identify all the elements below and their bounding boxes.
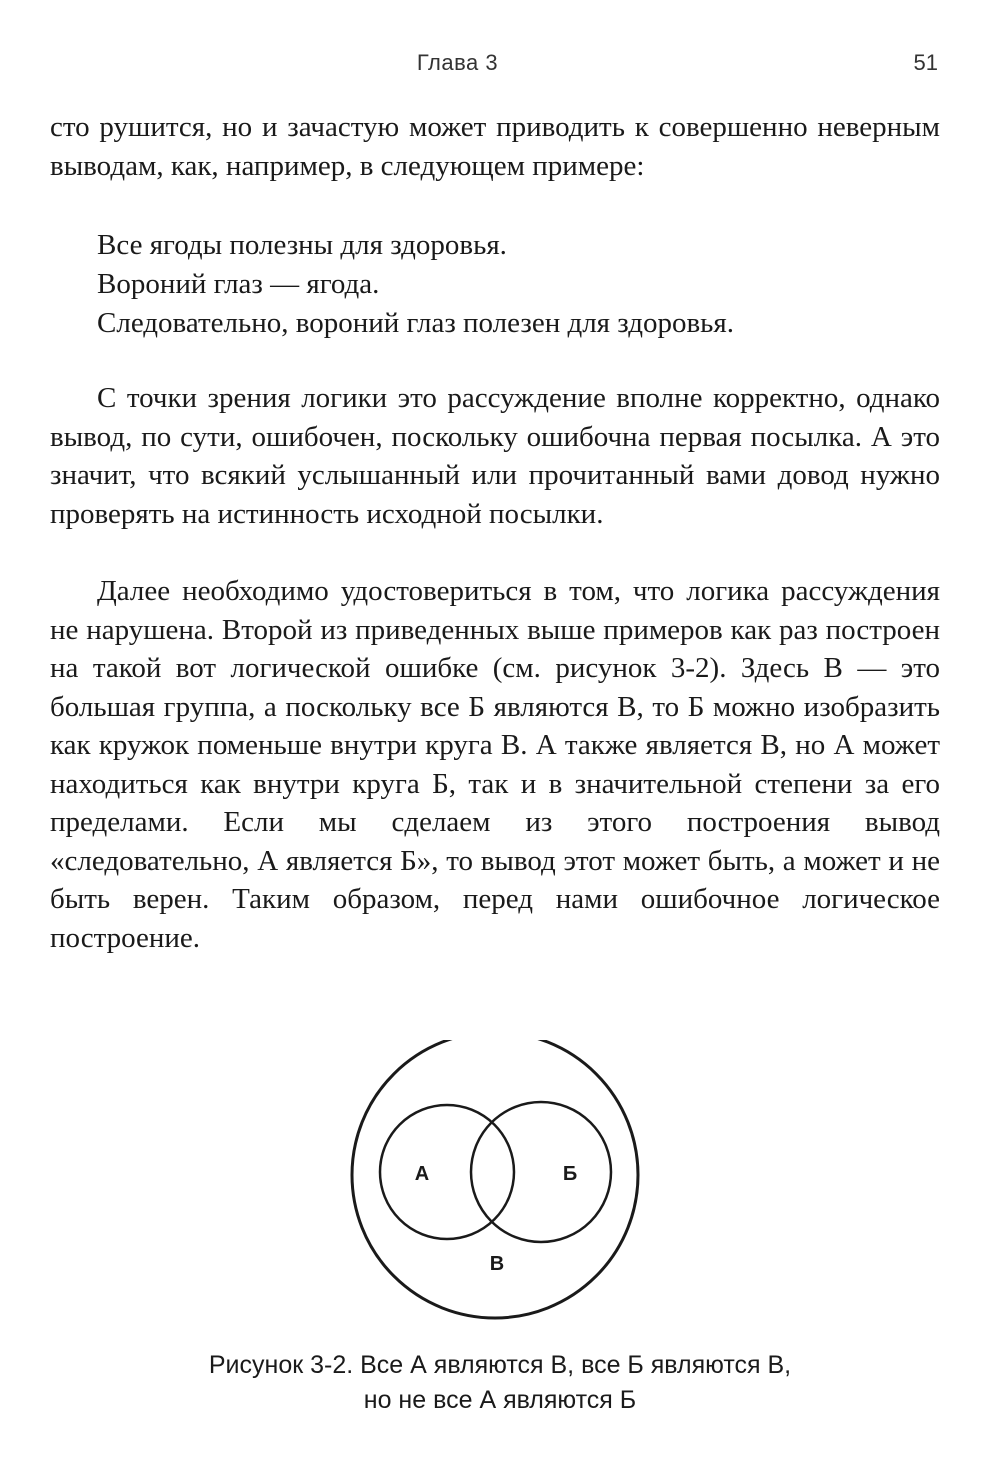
venn-diagram-figure <box>345 1040 645 1340</box>
syllogism-line-3: Следовательно, вороний глаз полезен для здоровья. <box>97 307 734 339</box>
circle-a <box>380 1105 514 1239</box>
label-b: Б <box>562 1163 578 1185</box>
paragraph-3-text: Далее необходимо удостовериться в том, что логика рассуждения не нарушена. Второй из приведенных выше примеров как раз построен на такой вот логической ошибке (см. рисунок 3-2). Здесь В — это большая группа, а поскольку все Б являются В, то Б можно изобразить как кружок поменьше внутри круга В. А также является В, но А может находиться как внутри круга Б, так и в значительной степени за его пределами. Если мы сделаем из этого построения вывод «следовательно, А является Б», то вывод этот может быть, а может и не быть верен. Таким образом, перед нами ошибочное логическое построение. <box>50 575 940 954</box>
paragraph-3 <box>50 572 940 957</box>
caption-line-1: Рисунок 3-2. Все А являются В, все Б являются В, <box>208 1351 792 1379</box>
paragraph-2-text: С точки зрения логики это рассуждение вполне корректно, однако вывод, по сути, ошибочен, поскольку ошибочна первая посылка. А это значит, что всякий услышанный или прочитанный вами довод нужно проверять на истинность исходной посылки. <box>50 382 940 530</box>
caption-line-2: но не все А являются Б <box>363 1386 637 1414</box>
running-header-chapter: Глава 3 <box>416 50 499 75</box>
circle-b <box>471 1102 611 1242</box>
circle-v <box>352 1040 638 1318</box>
page-number: 51 <box>913 50 938 75</box>
syllogism-line-2: Вороний глаз — ягода. <box>97 268 380 300</box>
label-v: В <box>489 1253 505 1275</box>
syllogism-line-1: Все ягоды полезны для здоровья. <box>97 229 507 261</box>
paragraph-2 <box>50 379 940 533</box>
paragraph-continuation <box>50 108 940 185</box>
label-a: А <box>414 1163 430 1185</box>
paragraph-1-text: сто рушится, но и зачастую может приводить к совершенно неверным выводам, как, например, в следующем примере: <box>50 111 940 182</box>
syllogism-example <box>97 226 957 343</box>
figure-caption <box>0 1348 1000 1418</box>
